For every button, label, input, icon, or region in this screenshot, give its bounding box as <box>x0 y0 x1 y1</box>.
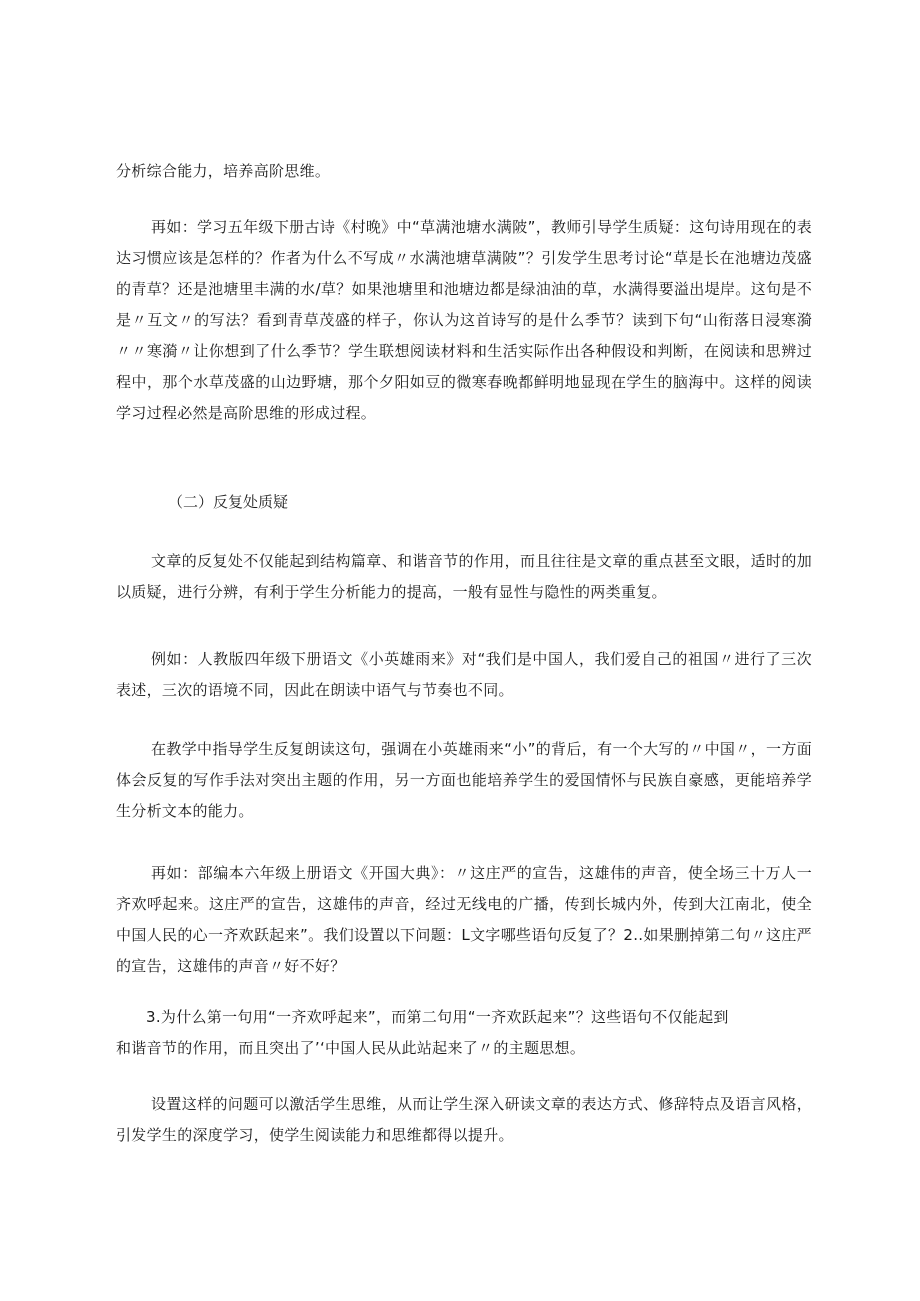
question-three-line-two: 和谐音节的作用，而且突出了’‘中国人民从此站起来了〃的主题思想。 <box>116 1039 586 1057</box>
paragraph-village-evening-example: 再如：学习五年级下册古诗《村晚》中“草满池塘水满陂”，教师引导学生质疑：这句诗用现在的表达习惯应该是怎样的？作者为什么不写成〃水满池塘草满陂”？引发学生思考讨论“草是长在池塘边茂盛的青草？还是池塘里丰满的水/草？如果池塘里和池塘边都是绿油油的草，水满得要溢出堤岸。这句是不是〃互文〃的写法？看到青草茂盛的样子，你认为这首诗写的是什么季节？读到下句“山衔落日浸寒漪〃〃寒漪〃让你想到了什么季节？学生联想阅读材料和生活实际作出各种假设和判断，在阅读和思辨过程中，那个水草茂盛的山边野塘，那个夕阳如豆的微寒春晚都鲜明地显现在学生的脑海中。这样的阅读学习过程必然是高阶思维的形成过程。 <box>116 218 812 422</box>
paragraph-question-three <box>116 1002 816 1064</box>
section-heading-repetition: （二）反复处质疑 <box>168 493 289 511</box>
paragraph-conclusion: 设置这样的问题可以激活学生思维，从而让学生深入研读文章的表达方式、修辞特点及语言风格，引发学生的深度学习，使学生阅读能力和思维都得以提升。 <box>116 1095 812 1144</box>
paragraph-teaching-guidance: 在教学中指导学生反复朗读这句，强调在小英雄雨来“小”的背后，有一个大写的〃中国〃，一方面体会反复的写作手法对突出主题的作用，另一方面也能培养学生的爱国情怀与民族自豪感，更能培养学生分析文本的能力。 <box>116 740 812 820</box>
question-three-line-one: 3.为什么第一句用“一齐欢呼起来”，而第二句用“一齐欢跃起来”？这些语句不仅能起到 <box>146 1008 729 1026</box>
paragraph-repetition-intro: 文章的反复处不仅能起到结构篇章、和谐音节的作用，而且往往是文章的重点甚至文眼，适时的加以质疑，进行分辨，有利于学生分析能力的提高，一般有显性与隐性的两类重复。 <box>116 552 812 601</box>
paragraph-founding-ceremony-example: 再如：部编本六年级上册语文《开国大典》：〃这庄严的宣告，这雄伟的声音，使全场三十万人一齐欢呼起来。这庄严的宣告，这雄伟的声音，经过无线电的广播，传到长城内外，传到大江南北，使全中国人民的心一齐欢跃起来”。我们设置以下问题：L文字哪些语句反复了？2..如果删掉第二句〃这庄严的宣告，这雄伟的声音〃好不好？ <box>116 864 812 975</box>
paragraph-little-hero-example: 例如：人教版四年级下册语文《小英雄雨来》对“我们是中国人，我们爱自己的祖国〃进行了三次表述，三次的语境不同，因此在朗读中语气与节奏也不同。 <box>116 650 812 699</box>
paragraph-analysis-ability: 分析综合能力，培养高阶思维。 <box>116 162 331 180</box>
